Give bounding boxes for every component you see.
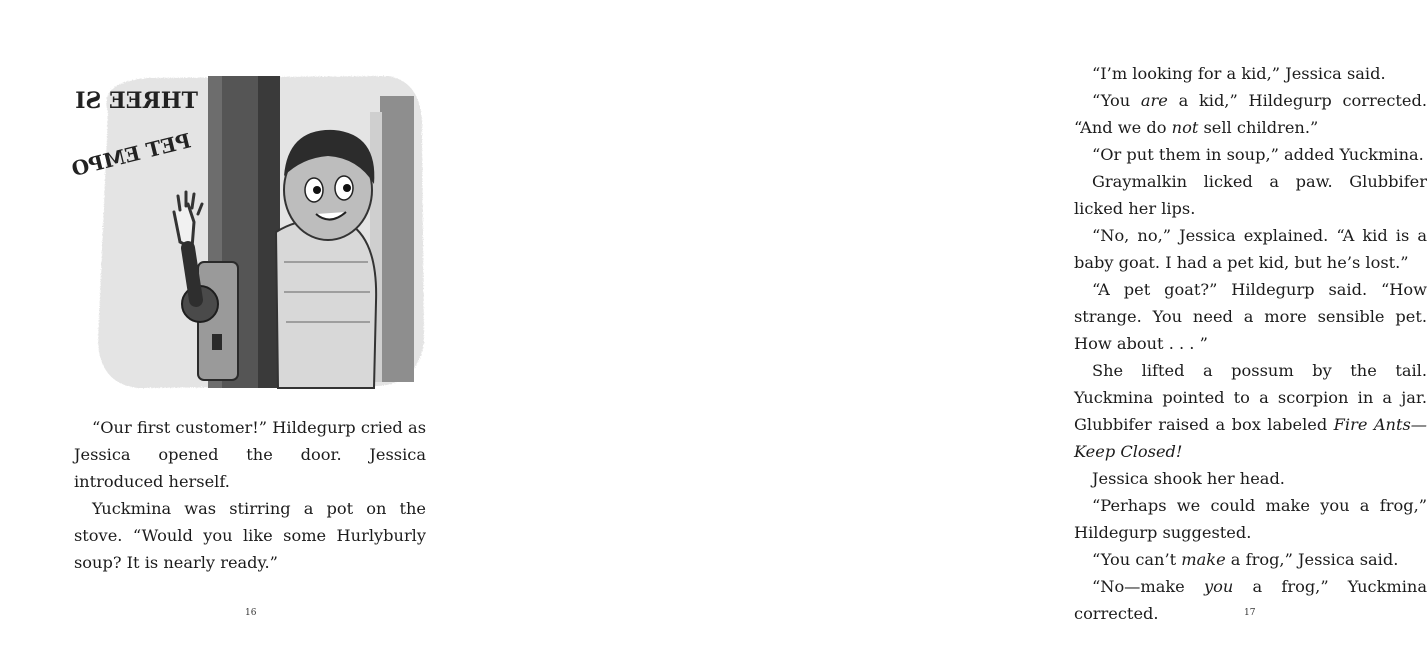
paragraph <box>1074 492 1427 546</box>
paragraph-text: a frog,” Yuckmina corrected. <box>1074 577 1427 623</box>
paragraph <box>1074 276 1427 357</box>
right-page <box>500 0 1427 659</box>
paragraph-text: sell children.” <box>1198 118 1319 137</box>
paragraph-text: a kid,” Hildegurp corrected. “And we do <box>1074 91 1427 137</box>
paragraph-text: Jessica shook her head. <box>1092 469 1285 488</box>
paragraph-text: “A pet goat?” Hildegurp said. “How strange. You need a more sensible pet. How about . . . ” <box>1074 280 1427 353</box>
page-number: 17 <box>1244 608 1256 618</box>
emphasis-text: make <box>1181 550 1226 569</box>
paragraph-text: “You <box>1092 91 1141 110</box>
paragraph <box>1074 465 1427 492</box>
paragraph-text: a frog,” Jessica said. <box>1225 550 1399 569</box>
emphasis-text: Fire Ants—Keep Closed! <box>1074 415 1427 461</box>
left-page-text <box>74 414 426 576</box>
paragraph: “Our first customer!” Hildegurp cried as Jessica opened the door. Jessica introduced herself. <box>74 418 426 491</box>
paragraph <box>1074 87 1427 141</box>
paragraph-text: Graymalkin licked a paw. Glubbifer licked her lips. <box>1074 172 1427 218</box>
paragraph: Yuckmina was stirring a pot on the stove. “Would you like some Hurlyburly soup? It is nearly ready.” <box>74 499 426 572</box>
paragraph <box>1074 573 1427 627</box>
paragraph-text: “I’m looking for a kid,” Jessica said. <box>1092 64 1386 83</box>
paragraph <box>1074 60 1427 87</box>
paragraph-text: “No, no,” Jessica explained. “A kid is a baby goat. I had a pet kid, but he’s lost.” <box>1074 226 1427 272</box>
emphasis-text: are <box>1140 91 1168 110</box>
sign-text-line1: THREE SI <box>75 88 198 114</box>
paragraph <box>1074 222 1427 276</box>
door-illustration <box>69 72 428 390</box>
paragraph <box>1074 546 1427 573</box>
paragraph-text: “Or put them in soup,” added Yuckmina. <box>1092 145 1424 164</box>
paragraph-text: “Perhaps we could make you a frog,” Hildegurp suggested. <box>1074 496 1427 542</box>
emphasis-text: you <box>1203 577 1234 596</box>
paragraph <box>1074 141 1427 168</box>
sign-text-line2: PET EMPO <box>69 128 194 182</box>
paragraph-text: “No—make <box>1092 577 1204 596</box>
left-page <box>0 0 500 659</box>
right-page-text <box>1074 60 1427 627</box>
paragraph-text: She lifted a possum by the tail. Yuckmina pointed to a scorpion in a jar. Glubbifer raised a box labeled <box>1074 361 1427 434</box>
paragraph <box>1074 357 1427 465</box>
paragraph-text: “You can’t <box>1092 550 1182 569</box>
page-number: 16 <box>245 608 257 618</box>
paragraph <box>1074 168 1427 222</box>
emphasis-text: not <box>1171 118 1199 137</box>
